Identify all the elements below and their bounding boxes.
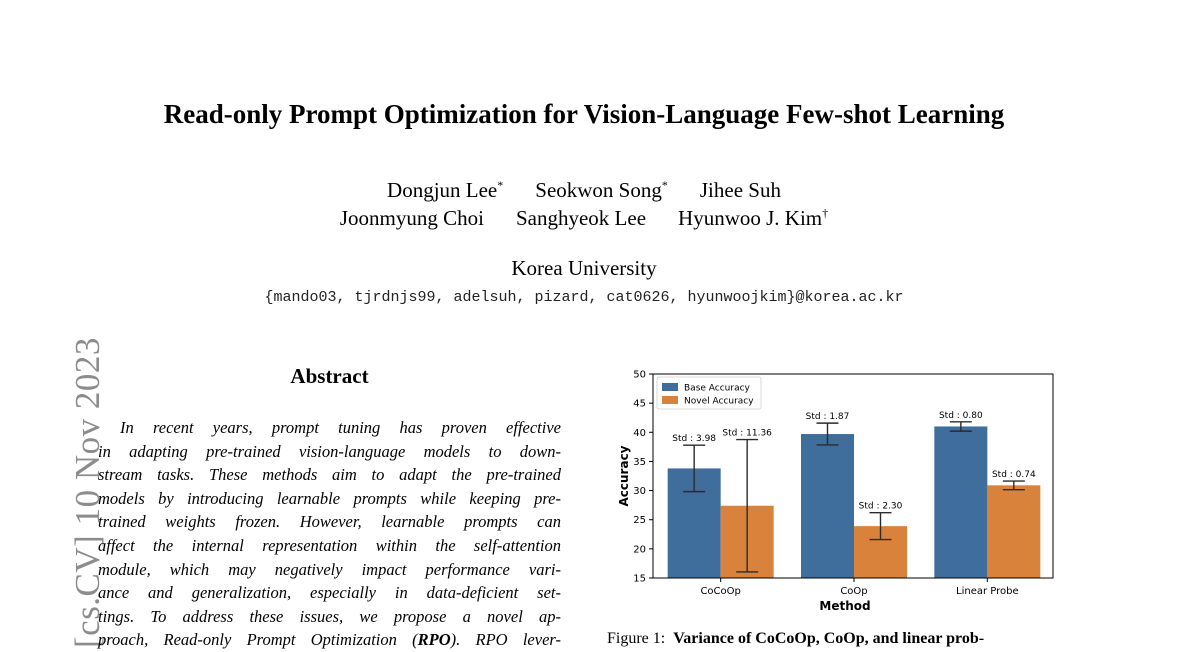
abstract-line: stream tasks. These methods aim to adapt the pre-trained <box>98 465 561 485</box>
y-tick-label: 50 <box>633 369 646 381</box>
x-tick-label: CoOp <box>840 586 868 597</box>
bar-novel <box>987 485 1040 578</box>
author-mark: † <box>822 206 829 220</box>
bar-base <box>801 434 854 578</box>
abstract-line: proach, Read-only Prompt Optimization (RPO). RPO lever- <box>98 630 561 650</box>
author-emails: {mando03, tjrdnjs99, adelsuh, pizard, cat0626, hyunwoojkim}@korea.ac.kr <box>264 289 904 306</box>
author-name: Dongjun Lee* <box>387 178 504 202</box>
accuracy-bar-chart <box>600 362 1070 618</box>
abstract-line: in adapting pre-trained vision-language models to down- <box>98 441 561 461</box>
y-tick-label: 25 <box>633 515 646 527</box>
legend-swatch <box>662 383 678 391</box>
affiliation: Korea University <box>511 256 657 280</box>
abstract-line: module, which may negatively impact performance vari- <box>98 559 561 579</box>
figure-caption-prefix: Figure 1: <box>607 630 666 647</box>
abstract-line: ance and generalization, especially in data-deficient set- <box>98 583 561 603</box>
author-name: Joonmyung Choi <box>339 206 484 230</box>
y-tick-label: 45 <box>633 398 646 410</box>
author-name: Hyunwoo J. Kim† <box>678 206 829 230</box>
arxiv-stamp-text: [cs.CV] 10 Nov 2023 <box>68 337 107 648</box>
figure-caption <box>607 630 984 648</box>
y-axis-label: Accuracy <box>617 445 631 507</box>
y-tick-label: 40 <box>633 427 646 439</box>
figure-1 <box>600 362 1070 618</box>
std-label: Std : 11.36 <box>722 428 772 439</box>
abstract-line: affect the internal representation within the self-attention <box>98 535 561 555</box>
author-line-1 <box>0 178 1168 203</box>
y-tick-label: 15 <box>633 573 646 585</box>
x-tick-label: CoCoOp <box>700 586 741 597</box>
arxiv-stamp <box>28 300 107 648</box>
figure-caption-bold: Variance of CoCoOp, CoOp, and linear prob- <box>673 630 985 647</box>
y-tick-label: 30 <box>633 486 646 498</box>
std-label: Std : 0.80 <box>938 410 983 421</box>
author-name: Jihee Suh <box>699 178 781 202</box>
bar-base <box>934 426 987 578</box>
author-mark: * <box>497 178 504 192</box>
legend-label: Base Accuracy <box>684 383 750 394</box>
abstract-line: models by introducing learnable prompts while keeping pre- <box>98 488 561 508</box>
author-line-2 <box>0 206 1168 231</box>
abstract-line: tings. To address these issues, we propose a novel ap- <box>98 606 561 626</box>
y-tick-label: 20 <box>633 544 646 556</box>
std-label: Std : 2.30 <box>858 501 903 512</box>
author-name: Sanghyeok Lee <box>515 206 647 230</box>
y-tick-label: 35 <box>633 456 646 468</box>
author-name: Seokwon Song* <box>535 178 668 202</box>
x-axis-label: Method <box>819 599 871 613</box>
abstract-line: trained weights frozen. However, learnable prompts can <box>98 512 561 532</box>
author-mark: * <box>661 178 668 192</box>
std-label: Std : 1.87 <box>805 412 850 423</box>
std-label: Std : 0.74 <box>991 470 1036 481</box>
paper-title: Read-only Prompt Optimization for Vision-Language Few-shot Learning <box>163 99 1005 129</box>
abstract-text <box>98 416 561 652</box>
legend-swatch <box>662 396 678 404</box>
x-tick-label: Linear Probe <box>956 586 1019 597</box>
std-label: Std : 3.98 <box>672 434 717 445</box>
legend-label: Novel Accuracy <box>684 396 754 407</box>
abstract-line: In recent years, prompt tuning has proven effective <box>120 418 561 437</box>
abstract-heading: Abstract <box>290 364 369 388</box>
